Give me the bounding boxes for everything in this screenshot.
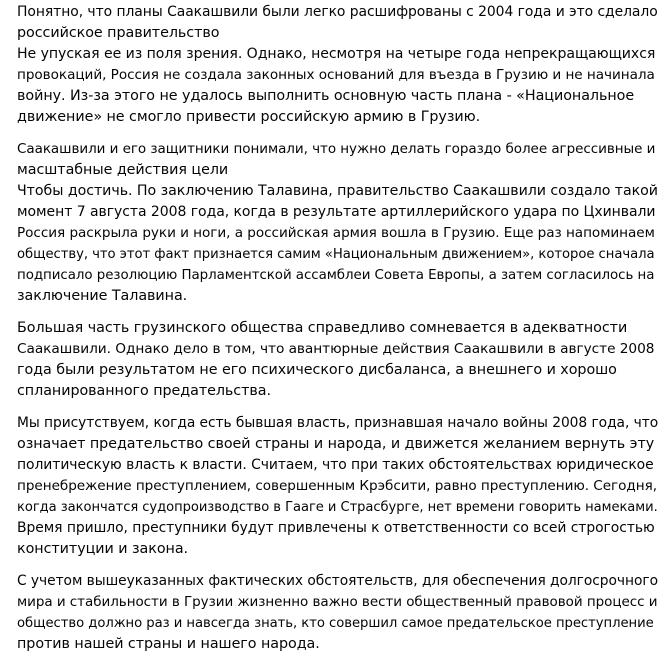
text-line: Время пришло, преступники будут привлечены к ответственности со всей строгостью — [17, 520, 655, 536]
text-line: Саакашвили. Однако дело в том, что авантюрные действия Саакашвили в августе 2008 — [17, 341, 655, 357]
text-line: Мы присутствуем, когда есть бывшая власть, признавшая начало войны 2008 года, что — [17, 415, 659, 431]
text-line: Понятно, что планы Саакашвили были легко расшифрованы с 2004 года и это сделало — [17, 4, 658, 20]
text-line: против нашей страны и нашего народа. — [17, 636, 320, 652]
paragraph — [17, 571, 658, 655]
paragraph — [17, 413, 658, 560]
paragraph — [17, 318, 658, 402]
text-line: Россия раскрыла руки и ноги, а российская армия вошла в Грузию. Еще раз напоминаем — [17, 225, 655, 241]
text-line: масштабные действия цели — [17, 162, 229, 178]
text-line: спланированного предательства. — [17, 383, 271, 399]
text-line: конституции и закона. — [17, 541, 189, 557]
text-line: когда закончатся судопроизводство в Гааге и Страсбурге, нет времени говорить намеками. — [17, 500, 658, 515]
text-line: Большая часть грузинского общества справедливо сомневается в адекватности — [17, 320, 628, 336]
text-line: политическую власть к власти. Считаем, что при таких обстоятельствах юридическое — [17, 457, 654, 473]
text-line: Не упуская ее из поля зрения. Однако, несмотря на четыре года непрекращающихся — [17, 46, 656, 62]
text-line: войну. Из-за этого не удалось выполнить основную часть плана - «Национальное — [17, 88, 635, 104]
text-line: движение» не смогло привести российскую армию в Грузию. — [17, 109, 481, 125]
text-line: провокаций, Россия не создала законных оснований для въезда в Грузию и не начинала — [17, 67, 655, 83]
text-line: момент 7 августа 2008 года, когда в результате артиллерийского удара по Цхинвали — [17, 204, 656, 220]
text-line: российское правительство — [17, 25, 220, 41]
text-line: Саакашвили и его защитники понимали, что нужно делать гораздо более агрессивные и — [17, 141, 656, 157]
text-line: означает предательство своей страны и народа, и движется желанием вернуть эту — [17, 436, 655, 452]
text-line: общество должно раз и навсегда знать, кто совершил самое предательское преступление — [17, 616, 654, 631]
paragraph — [17, 2, 658, 128]
paragraph — [17, 139, 658, 307]
text-line: подписало резолюцию Парламентской ассамблеи Совета Европы, а затем согласилось на — [17, 268, 655, 283]
text-line: С учетом вышеуказанных фактических обстоятельств, для обеспечения долгосрочного — [17, 573, 658, 589]
text-line: мира и стабильности в Грузии жизненно важно вести общественный правовой процесс и — [17, 594, 658, 610]
text-line: Чтобы достичь. По заключению Талавина, правительство Саакашвили создало такой — [17, 183, 658, 199]
text-line: заключение Талавина. — [17, 288, 188, 304]
text-line: пренебрежение преступлением, совершенным Крэбсити, равно преступлению. Сегодня, — [17, 478, 657, 494]
text-line: года были результатом не его психического дисбаланса, а внешнего и хорошо — [17, 362, 617, 378]
text-line: обществу, что этот факт признается самим «Национальным движением», которое сначала — [17, 247, 655, 262]
